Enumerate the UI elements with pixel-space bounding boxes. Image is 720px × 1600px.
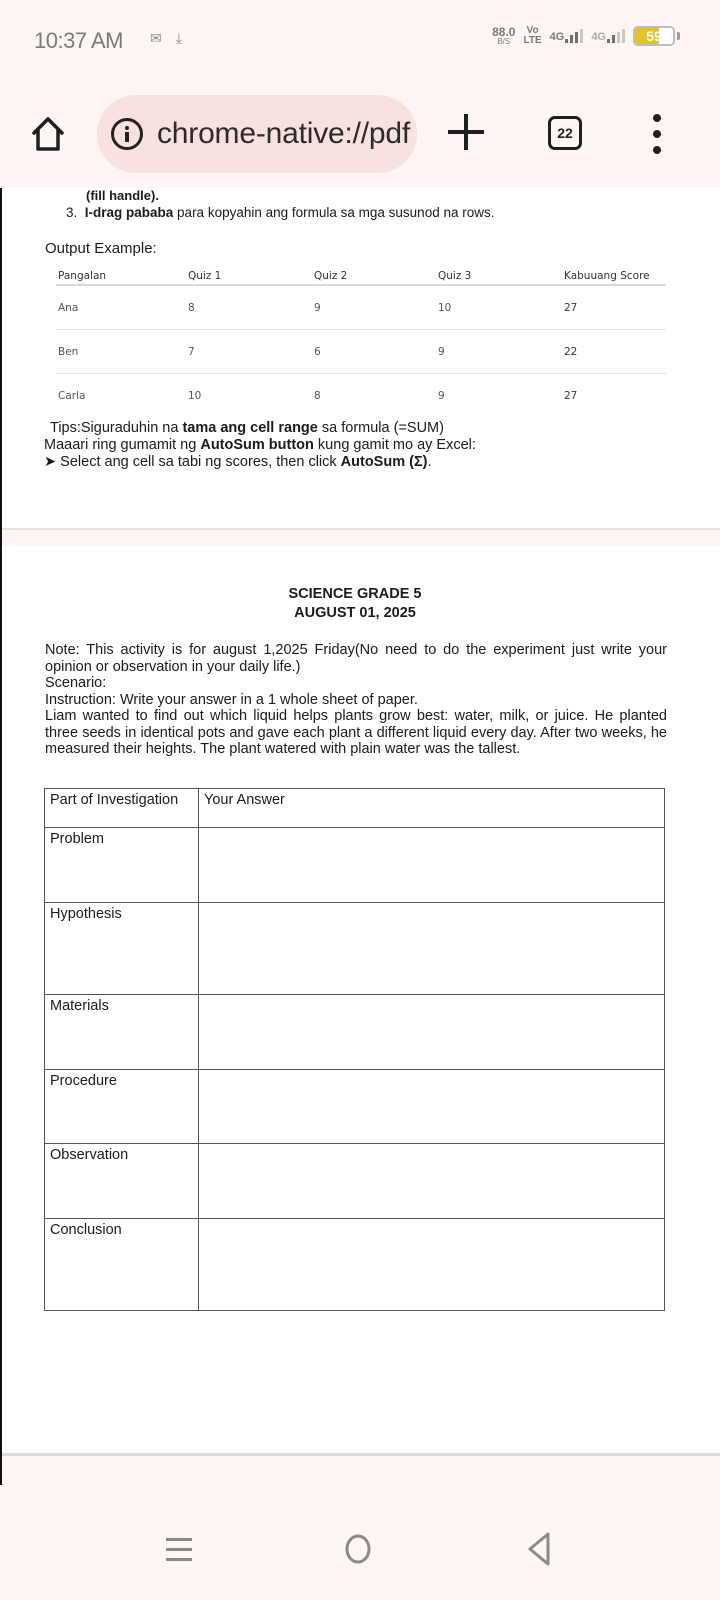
table-cell: Carla — [58, 390, 86, 402]
tips-text: Maaari ring gumamit ng — [44, 437, 201, 453]
status-time: 10:37 AM — [34, 28, 123, 53]
header-cell: Kabuuang Score — [564, 270, 650, 282]
status-bar — [0, 0, 720, 80]
table-cell: 10 — [188, 390, 202, 402]
answer-cell — [199, 1070, 665, 1144]
status-indicators — [492, 26, 680, 46]
new-tab-button[interactable] — [448, 114, 484, 150]
table-cell: 27 — [564, 390, 578, 402]
table-cell: 8 — [314, 390, 321, 402]
page-separator — [2, 528, 720, 546]
tips-bold: AutoSum button — [200, 437, 314, 453]
tips-line-2 — [44, 437, 476, 454]
example-score-table — [56, 260, 666, 418]
page-title — [2, 585, 708, 623]
volte-icon — [523, 26, 541, 46]
table-header-row — [45, 789, 665, 828]
part-cell: Problem — [45, 828, 199, 903]
home-icon — [28, 114, 68, 154]
volte-bottom: LTE — [523, 35, 542, 46]
tips-text: Select ang cell sa tabi ng scores, then click — [56, 454, 341, 470]
part-cell: Conclusion — [45, 1219, 199, 1311]
table-row — [45, 1219, 665, 1311]
battery-icon — [633, 26, 675, 46]
battery-percent: 59 — [646, 28, 662, 44]
table-cell: Ana — [58, 301, 79, 314]
tips-block — [44, 420, 476, 471]
info-icon[interactable] — [111, 118, 143, 150]
table-cell: Ben — [58, 345, 79, 358]
url-text[interactable]: chrome-native://pdf — [157, 117, 410, 150]
part-cell: Hypothesis — [45, 903, 199, 995]
instruction-text: Instruction: Write your answer in a 1 whole sheet of paper. — [45, 691, 418, 708]
table-cell: 10 — [438, 301, 452, 314]
table-cell: 9 — [438, 345, 445, 358]
header-cell: Quiz 1 — [188, 270, 222, 282]
step-number: 3. — [66, 205, 78, 220]
step-3 — [66, 205, 494, 220]
header-cell: Pangalan — [58, 270, 107, 282]
table-row — [56, 330, 666, 374]
title-subject: SCIENCE GRADE 5 — [288, 586, 422, 602]
part-cell: Materials — [45, 995, 199, 1070]
answer-cell — [199, 828, 665, 903]
answer-cell — [199, 903, 665, 995]
tips-text: kung gamit mo ay Excel: — [313, 437, 476, 453]
table-cell: 27 — [564, 301, 578, 314]
investigation-table — [44, 788, 665, 1311]
title-date: AUGUST 01, 2025 — [294, 605, 416, 621]
header-cell: Your Answer — [199, 789, 665, 828]
back-button[interactable] — [526, 1531, 552, 1567]
table-row — [45, 1070, 665, 1144]
note-text: Note: This activity is for august 1,2025 Friday(No need to do the experiment just write your opinion or observation in your daily life.) — [45, 642, 667, 675]
sim1-label: 4G — [549, 31, 565, 43]
fill-handle-text: (fill handle). — [86, 188, 159, 203]
table-row — [45, 828, 665, 903]
network-speed-unit: B/S — [497, 37, 511, 46]
table-row — [56, 286, 666, 330]
tips-bold: AutoSum (Σ) — [340, 454, 428, 470]
tips-text: Tips:Siguraduhin na — [50, 420, 183, 436]
table-row — [45, 1144, 665, 1219]
part-cell: Procedure — [45, 1070, 199, 1144]
navigation-bar — [0, 1485, 720, 1600]
scenario-text: Liam wanted to find out which liquid helps plants grow best: water, milk, or juice. He planted three seeds in identical pots and gave each plant a different liquid every day. After two weeks, he measured their heights. The plant watered with plain water was the tallest. — [45, 708, 667, 757]
tips-text: sa formula (=SUM) — [317, 420, 444, 436]
header-cell: Quiz 2 — [314, 270, 348, 282]
table-cell: 6 — [314, 345, 321, 358]
tips-line-1 — [50, 420, 476, 437]
table-row — [45, 995, 665, 1070]
home-button[interactable] — [28, 114, 68, 154]
step-bold: I-drag pababa — [84, 205, 174, 220]
menu-dot-icon — [653, 130, 661, 138]
recents-button[interactable] — [166, 1535, 192, 1563]
sim1-signal-icon — [550, 29, 584, 43]
table-cell: 7 — [188, 345, 195, 358]
activity-text — [45, 642, 667, 758]
output-example-label: Output Example: — [45, 240, 157, 257]
step-text: para kopyahin ang formula sa mga susunod na rows. — [173, 205, 495, 220]
sim2-signal-icon — [591, 29, 625, 43]
menu-dot-icon — [653, 146, 661, 154]
page-bottom-edge — [2, 1453, 720, 1485]
tips-line-3 — [44, 454, 476, 471]
browser-toolbar — [0, 80, 720, 188]
battery-tip — [677, 32, 680, 40]
answer-cell — [199, 1219, 665, 1311]
home-nav-button[interactable] — [345, 1533, 371, 1565]
recents-icon — [166, 1535, 192, 1563]
menu-dot-icon — [653, 114, 661, 122]
table-cell: 9 — [438, 390, 445, 402]
table-row — [56, 374, 666, 418]
table-cell: 9 — [314, 301, 321, 314]
back-triangle-icon — [526, 1531, 552, 1567]
home-circle-icon — [345, 1533, 371, 1565]
answer-cell — [199, 1144, 665, 1219]
volte-top: Vo — [526, 25, 539, 36]
tips-text: . — [427, 454, 432, 470]
pdf-viewport[interactable] — [0, 188, 720, 1485]
table-cell: 8 — [188, 301, 195, 314]
network-speed-value: 88.0 — [492, 25, 516, 39]
answer-cell — [199, 995, 665, 1070]
table-cell: 22 — [564, 345, 578, 358]
notification-icon: ✉ — [150, 30, 162, 46]
scenario-label: Scenario: — [45, 675, 107, 691]
arrow-bullet-icon: ➤ — [44, 454, 57, 470]
address-bar[interactable] — [97, 95, 417, 173]
tab-switcher-button[interactable]: 22 — [548, 116, 582, 150]
more-menu-button[interactable] — [650, 114, 664, 154]
network-speed — [492, 26, 515, 46]
sim2-label: 4G — [591, 31, 606, 43]
table-row — [45, 903, 665, 995]
table-header-row — [56, 260, 666, 286]
header-cell: Quiz 3 — [438, 270, 472, 282]
header-cell: Part of Investigation — [45, 789, 199, 828]
download-icon: ⤓ — [175, 30, 182, 46]
part-cell: Observation — [45, 1144, 199, 1219]
tips-bold: tama ang cell range — [182, 420, 318, 436]
status-notification-icons — [150, 30, 182, 47]
